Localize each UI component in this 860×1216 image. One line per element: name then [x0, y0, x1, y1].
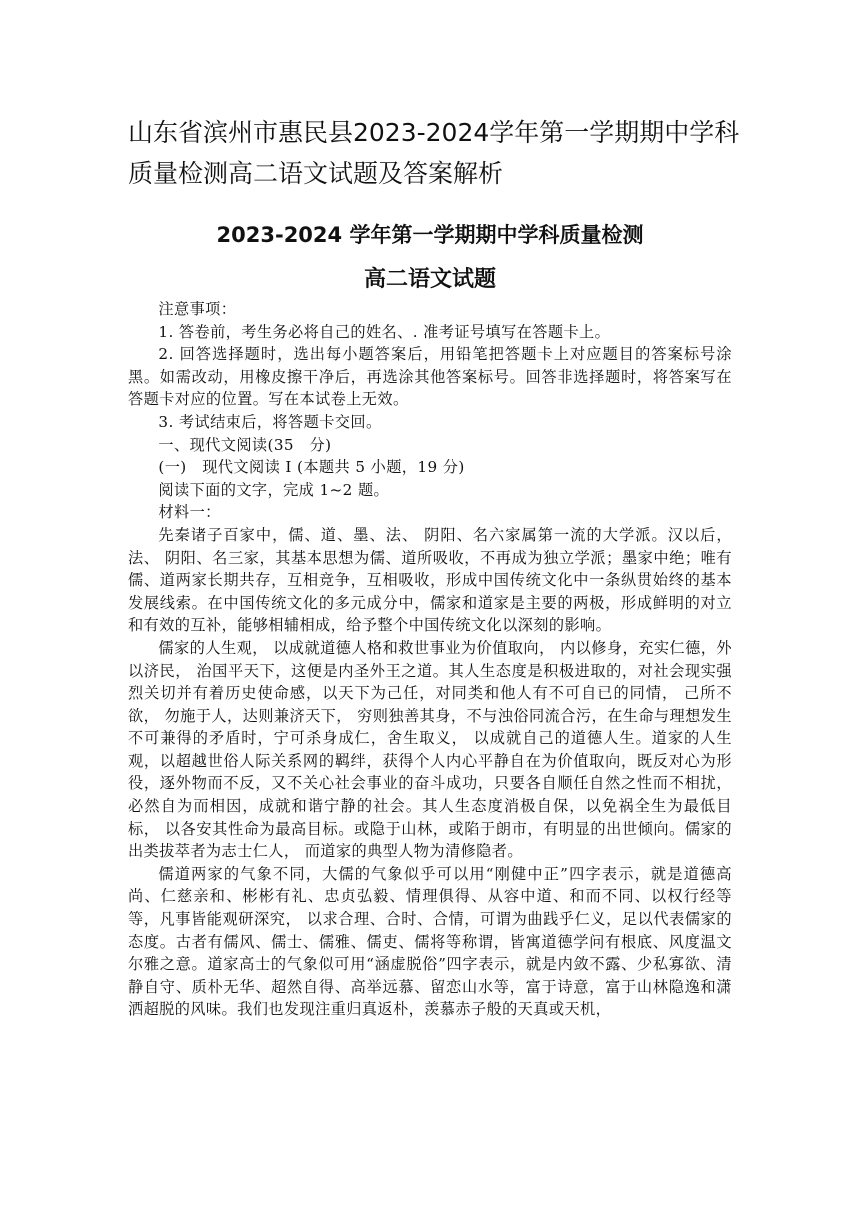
notice-item-1: 1. 答卷前，考生务必将自己的姓名、. 准考证号填写在答题卡上。 — [158, 322, 611, 341]
notice-item-2: 2. 回答选择题时，选出每小题答案后，用铅笔把答题卡上对应题目的答案标号涂黑。如需改动，用橡皮擦干净后，再选涂其他答案标号。回答非选择题时，将答案写在答题卡对应的位置。写在本试卷上无效。 — [128, 345, 732, 409]
exam-subtitle: 2023-2024 学年第一学期期中学科质量检测 — [216, 223, 644, 247]
subsection-heading: (一) 现代文阅读 I (本题共 5 小题，19 分) — [158, 458, 465, 477]
exam-subject-title: 高二语文试题 — [363, 267, 496, 292]
reading-instruction: 阅读下面的文字，完成 1~2 题。 — [158, 480, 390, 499]
notice-heading: 注意事项： — [158, 300, 237, 318]
document-title: 山东省滨州市惠民县2023-2024学年第一学期期中学科质量检测高二语文试题及答案解析 — [128, 118, 740, 188]
section-heading: 一、现代文阅读(35 分) — [158, 435, 332, 454]
material-label: 材料一： — [158, 503, 221, 522]
material-paragraph-1: 先秦诸子百家中，儒、道、墨、法、 阴阳、名六家属第一流的大学派。汉以后， 法、 阴阳、名三家，其基本思想为儒、道所吸收，不再成为独立学派；墨家中绝；唯有儒、道两家长期共存，互相竞争，互相吸收，形成中国传统文化中一条纵贯始终的基本发展线索。在中国传统文化的多元成分中，儒家和道家是主要的两极，形成鲜明的对立和有效的互补，能够相辅相成，给予整个中国传统文化以深刻的影响。 — [128, 525, 732, 635]
exam-body — [128, 298, 732, 1021]
material-paragraph-3: 儒道两家的气象不同，大儒的气象似乎可以用“刚健中正”四字表示，就是道德高尚、仁慈亲和、彬彬有礼、忠贞弘毅、情理俱得、从容中道、和而不同、以权行经等等，凡事皆能观研深究， 以求合理、合时、合情，可谓为曲践乎仁义，足以代表儒家的态度。古者有儒风、儒士、儒雅、儒吏、儒将等称谓，皆寓道德学问有根底、风度温文尔雅之意。道家高士的气象似可用“涵虚脱俗”四字表示，就是内敛不露、少私寡欲、清静自守、质朴无华、超然自得、高举远慕、留恋山水等，富于诗意，富于山林隐逸和潇洒超脱的风味。我们也发现注重归真返朴，羡慕赤子般的天真或天机， — [128, 864, 732, 1019]
notice-item-3: 3. 考试结束后，将答题卡交回。 — [158, 412, 382, 431]
material-paragraph-2: 儒家的人生观， 以成就道德人格和救世事业为价值取向， 内以修身，充实仁德，外以济民， 治国平天下，这便是内圣外王之道。其人生态度是积极进取的，对社会现实强烈关切并有着历史使命感，以天下为己任，对同类和他人有不可自已的同情， 己所不欲， 勿施于人，达则兼济天下， 穷则独善其身，不与浊俗同流合污，在生命与理想发生不可兼得的矛盾时，宁可杀身成仁，舍生取义， 以成就自己的道德人生。道家的人生观，以超越世俗人际关系网的羁绊，获得个人内心平静自在为价值取向，既反对心为形役，逐外物而不反，又不关心社会事业的奋斗成功，只要各自顺任自然之性而不相扰，必然自为而相因，成就和谐宁静的社会。其人生态度消极自保，以免祸全生为最低目标， 以各安其性命为最高目标。或隐于山林，或陷于朗市，有明显的出世倾向。儒家的出类拔萃者为志士仁人， 而道家的典型人物为清修隐者。 — [128, 638, 732, 861]
